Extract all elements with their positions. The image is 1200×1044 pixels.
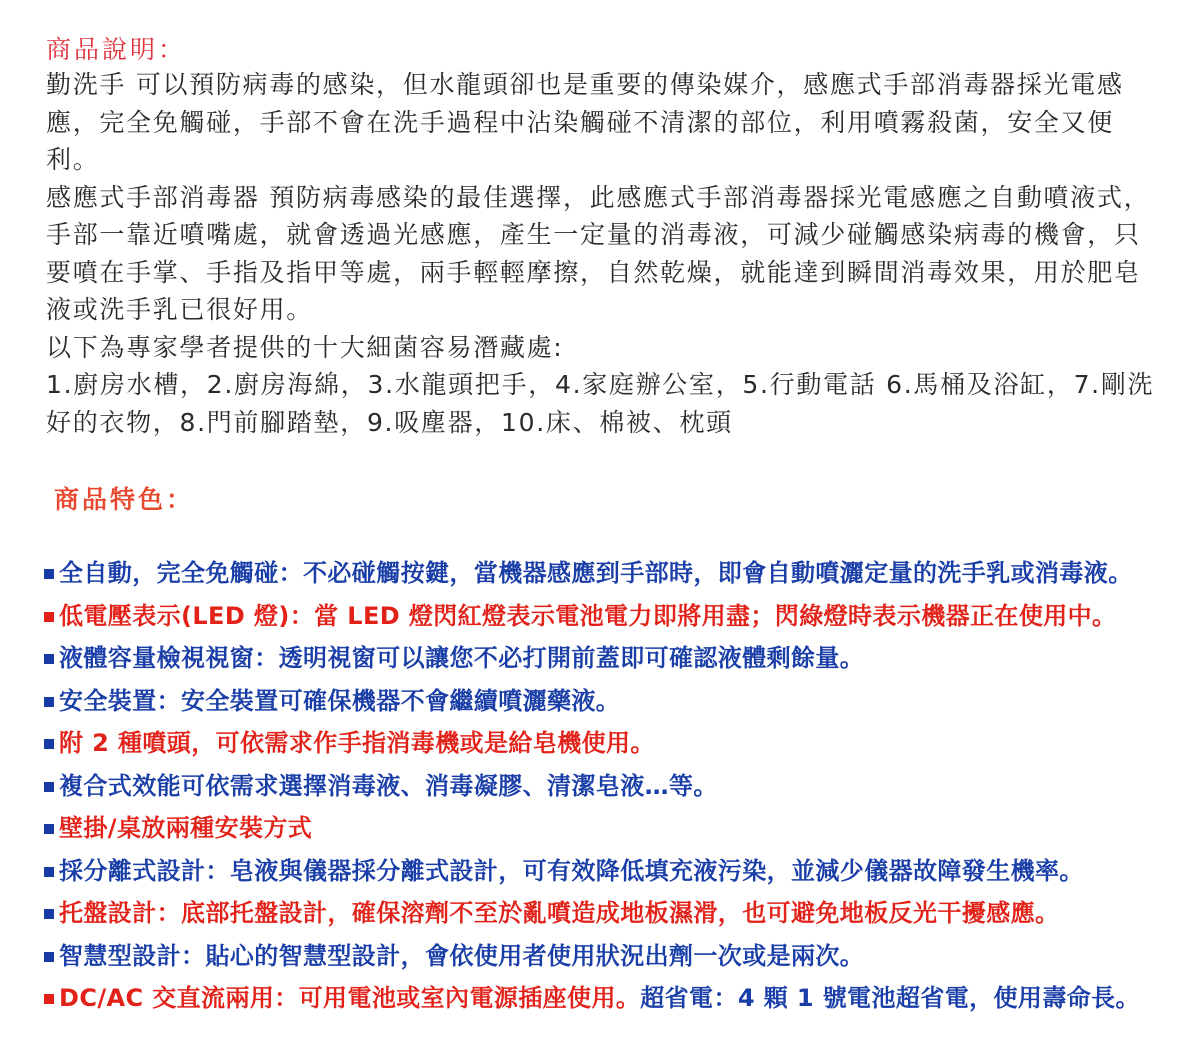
feature-item [44, 850, 1184, 893]
feature-text: 附 2 種噴頭，可依需求作手指消毒機或是給皂機使用。 [59, 729, 655, 757]
feature-text: 採分離式設計：皂液與儀器採分離式設計，可有效降低填充液污染，並減少儀器故障發生機率。 [59, 856, 1084, 885]
feature-item [44, 595, 1184, 638]
features-title: 商品特色： [54, 485, 195, 514]
feature-text: 壁掛/桌放兩種安裝方式 [59, 814, 313, 842]
square-bullet-icon [44, 739, 54, 749]
feature-text: DC/AC 交直流兩用：可用電池或室內電源插座使用。 [59, 984, 641, 1012]
description-paragraph: 以下為專家學者提供的十大細菌容易潛藏處: [46, 332, 564, 362]
description-title: 商品說明： [46, 35, 187, 64]
description-paragraph: 感應式手部消毒器 預防病毒感染的最佳選擇，此感應式手部消毒器採光電感應之自動噴液式，手部一靠近噴嘴處，就會透過光感應，產生一定量的消毒液，可減少碰觸感染病毒的機會，只要噴在手掌、手指及指甲等處，兩手輕輕摩擦，自然乾燥，就能達到瞬間消毒效果，用於肥皂液或洗手乳已很好用。 [46, 182, 1151, 324]
feature-text: 全自動，完全免觸碰：不必碰觸按鍵，當機器感應到手部時，即會自動噴灑定量的洗手乳或消毒液。 [59, 559, 1133, 587]
feature-text: 低電壓表示(LED 燈)：當 LED 燈閃紅燈表示電池電力即將用盡；閃綠燈時表示機器正在使用中。 [59, 601, 1117, 630]
description-paragraph: 勤洗手 可以預防病毒的感染，但水龍頭卻也是重要的傳染媒介，感應式手部消毒器採光電感應，完全免觸碰，手部不會在洗手過程中沾染觸碰不清潔的部位，利用噴霧殺菌，安全又便利。 [46, 70, 1124, 174]
square-bullet-icon [44, 994, 54, 1004]
feature-text: 托盤設計：底部托盤設計，確保溶劑不至於亂噴造成地板濕滑，也可避免地板反光干擾感應。 [59, 899, 1060, 927]
square-bullet-icon [44, 782, 54, 792]
square-bullet-icon [44, 569, 54, 579]
square-bullet-icon [44, 952, 54, 962]
feature-item [44, 722, 1184, 765]
feature-text: 安全裝置：安全裝置可確保機器不會繼續噴灑藥液。 [59, 686, 621, 715]
feature-list [44, 552, 1184, 1020]
square-bullet-icon [44, 867, 54, 877]
square-bullet-icon [44, 612, 54, 622]
description-body [46, 66, 1166, 441]
feature-text: 超省電：4 顆 1 號電池超省電，使用壽命長。 [640, 984, 1140, 1012]
feature-text: 液體容量檢視視窗：透明視窗可以讓您不必打開前蓋即可確認液體剩餘量。 [59, 644, 865, 672]
feature-item [44, 680, 1184, 723]
square-bullet-icon [44, 824, 54, 834]
feature-item [44, 807, 1184, 850]
feature-item [44, 637, 1184, 680]
square-bullet-icon [44, 697, 54, 707]
feature-item [44, 935, 1184, 978]
feature-item [44, 892, 1184, 935]
feature-item [44, 977, 1184, 1020]
feature-text: 智慧型設計：貼心的智慧型設計，會依使用者使用狀況出劑一次或是兩次。 [59, 941, 865, 970]
description-paragraph: 1.廚房水槽，2.廚房海綿，3.水龍頭把手，4.家庭辦公室，5.行動電話 6.馬桶及浴缸，7.剛洗好的衣物，8.門前腳踏墊，9.吸塵器，10.床、棉被、枕頭 [46, 370, 1155, 437]
feature-text: 複合式效能可依需求選擇消毒液、消毒凝膠、清潔皂液…等。 [59, 771, 718, 800]
feature-item [44, 552, 1184, 595]
feature-item [44, 765, 1184, 808]
square-bullet-icon [44, 909, 54, 919]
square-bullet-icon [44, 654, 54, 664]
